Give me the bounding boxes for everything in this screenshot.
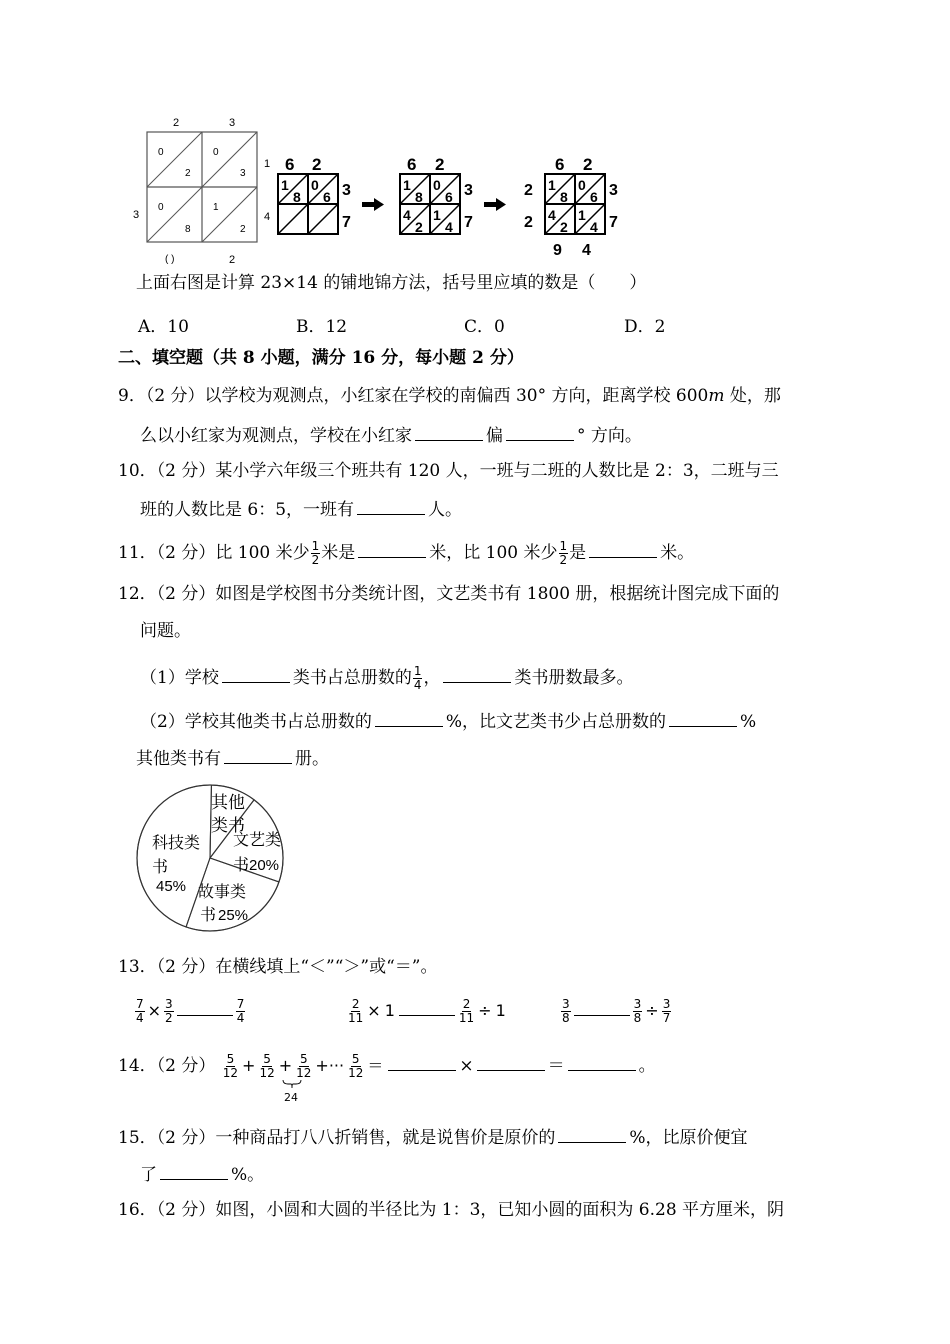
lattice-step-2 (400, 155, 473, 235)
lattice-left-digit: 3 (133, 209, 140, 221)
lattice-top-digit: 2 (173, 117, 180, 129)
svg-text:6: 6 (590, 189, 598, 205)
lattice-bottom-digit: 2 (229, 254, 236, 265)
q9-line2: 么以小红家为观测点，学校在小红家 偏 ° 方向。 (140, 422, 642, 448)
pie-label: 故事类 (198, 884, 247, 901)
svg-text:0: 0 (578, 177, 586, 193)
lattice-step-1 (278, 155, 351, 234)
q14-blank-3[interactable] (568, 1052, 636, 1071)
q12-blank-4[interactable] (669, 708, 737, 727)
lattice-sequence-figure (262, 150, 642, 262)
lattice-cell: 3 (240, 168, 246, 179)
q12-part2: （2）学校其他类书占总册数的 %，比文艺类书少占总册数的 % (140, 708, 756, 734)
pie-label: 25% (218, 907, 249, 924)
q13-blank-1[interactable] (177, 1003, 233, 1016)
svg-text:4: 4 (403, 207, 411, 223)
lattice-step-3 (524, 155, 618, 259)
q15-blank-1[interactable] (558, 1124, 626, 1143)
svg-text:4: 4 (548, 207, 556, 223)
q11-blank-1[interactable] (358, 539, 426, 558)
q14-term-count: 24 (284, 1091, 298, 1104)
book-category-pie-chart (132, 782, 292, 937)
q11-blank-2[interactable] (589, 539, 657, 558)
svg-text:0: 0 (433, 177, 441, 193)
svg-text:2: 2 (415, 219, 423, 235)
pie-label: 科技类 (152, 835, 201, 852)
lattice-cell: 2 (185, 168, 191, 179)
q8-option-b[interactable]: B．12 (296, 317, 348, 337)
q15-line2: 了 %。 (140, 1161, 264, 1187)
q13-blank-2[interactable] (399, 1003, 455, 1016)
svg-text:2: 2 (435, 155, 445, 174)
arrow-icon (484, 198, 506, 211)
svg-text:2: 2 (524, 182, 533, 199)
svg-text:7: 7 (342, 214, 351, 231)
pie-label: 20% (249, 857, 280, 874)
q13-blank-3[interactable] (574, 1003, 630, 1016)
q10-line2: 班的人数比是 6：5，一班有 人。 (140, 496, 462, 522)
q8-stem: 上面右图是计算 23×14 的铺地锦方法，括号里应填的数是（ ） (136, 273, 647, 293)
arrow-icon (362, 198, 384, 211)
svg-text:4: 4 (445, 219, 453, 235)
q12-line1: 12．（2 分）如图是学校图书分类统计图，文艺类书有 1800 册，根据统计图完成下面的 (118, 584, 780, 604)
q14-line: 14．（2 分） $\frac{5}{12}$ + $\frac{5}{12}$ + $\frac{5}{12}$ +··· $\frac{5}{12}$ ＝ × ＝ 。 (118, 1052, 656, 1080)
q12-part1: （1）学校 类书占总册数的 $\frac{1}{4}$ ， 类书册数最多。 (140, 664, 634, 692)
q15-blank-2[interactable] (160, 1161, 228, 1180)
lattice-bottom-paren: ( ) (165, 254, 175, 265)
svg-text:7: 7 (464, 214, 473, 231)
lattice-cell: 1 (213, 202, 219, 213)
svg-text:6: 6 (555, 155, 565, 174)
section-heading: 二、填空题（共 8 小题，满分 16 分，每小题 2 分） (118, 348, 524, 368)
q9-blank-angle[interactable] (506, 422, 574, 441)
svg-text:8: 8 (293, 189, 301, 205)
lattice-top-digit: 3 (229, 117, 236, 129)
q10-blank[interactable] (357, 496, 425, 515)
q12-blank-5[interactable] (224, 745, 292, 764)
q16-line1: 16．（2 分）如图，小圆和大圆的半径比为 1：3，已知小圆的面积为 6.28 平方厘米，阴 (118, 1200, 785, 1220)
svg-text:3: 3 (342, 182, 351, 199)
pie-label: 45% (156, 878, 187, 895)
svg-text:1: 1 (281, 177, 289, 193)
q15-line1: 15．（2 分）一种商品打八八折销售，就是说售价是原价的 %，比原价便宜 (118, 1124, 748, 1150)
q8-option-d[interactable]: D．2 (624, 317, 666, 337)
lattice-cell: 8 (185, 224, 191, 235)
q14-blank-2[interactable] (477, 1052, 545, 1071)
svg-text:2: 2 (560, 219, 568, 235)
svg-text:1: 1 (433, 207, 441, 223)
svg-text:6: 6 (285, 155, 295, 174)
lattice-left-digit: 4 (264, 211, 271, 223)
q11-line: 11．（2 分）比 100 米少 $\frac{1}{2}$ 米是 米，比 100 米少 $\frac{1}{2}$ 是 米。 (118, 539, 695, 567)
lattice-left-digit: 1 (264, 158, 271, 170)
q12-blank-2[interactable] (443, 664, 511, 683)
svg-text:6: 6 (323, 189, 331, 205)
q9-blank-direction[interactable] (415, 422, 483, 441)
svg-text:8: 8 (415, 189, 423, 205)
svg-text:2: 2 (312, 155, 322, 174)
q12-blank-3[interactable] (375, 708, 443, 727)
svg-text:2: 2 (524, 214, 533, 231)
q14-blank-1[interactable] (388, 1052, 456, 1071)
lattice-grid-figure (125, 110, 260, 265)
lattice-cell: 0 (213, 147, 219, 158)
svg-text:3: 3 (609, 182, 618, 199)
svg-text:3: 3 (464, 182, 473, 199)
pie-label: 书 (233, 857, 250, 874)
svg-text:1: 1 (548, 177, 556, 193)
q12-line2: 问题。 (140, 621, 191, 641)
q13-compare-2: $\frac{2}{11}$ × 1 $\frac{2}{11}$ ÷ 1 (348, 997, 506, 1025)
svg-text:1: 1 (403, 177, 411, 193)
svg-text:2: 2 (583, 155, 593, 174)
q13-compare-1: $\frac{7}{4}$ × $\frac{3}{2}$ $\frac{7}{4}$ (136, 997, 245, 1025)
svg-text:6: 6 (407, 155, 417, 174)
svg-text:6: 6 (445, 189, 453, 205)
q8-option-c[interactable]: C．0 (464, 317, 505, 337)
pie-label: 书 (200, 907, 217, 924)
lattice-cell: 0 (158, 202, 164, 213)
svg-text:0: 0 (311, 177, 319, 193)
q12-part3: 其他类书有 册。 (136, 745, 329, 771)
lattice-cell: 2 (240, 224, 246, 235)
q10-line1: 10．（2 分）某小学六年级三个班共有 120 人，一班与二班的人数比是 2：3，二班与三 (118, 461, 779, 481)
underbrace-icon (282, 1079, 302, 1089)
q9-line1: 9．（2 分）以学校为观测点，小红家在学校的南偏西 30° 方向，距离学校 600m 处，那 (118, 386, 781, 406)
lattice-cell: 0 (158, 147, 164, 158)
pie-label: 文艺类 (233, 832, 282, 849)
svg-text:7: 7 (609, 214, 618, 231)
svg-text:8: 8 (560, 189, 568, 205)
svg-text:1: 1 (578, 207, 586, 223)
pie-label: 书 (152, 859, 169, 876)
q13-stem: 13．（2 分）在横线填上“＜”“＞”或“＝”。 (118, 957, 438, 977)
q13-compare-3: $\frac{3}{8}$ $\frac{3}{8}$ ÷ $\frac{3}{7}$ (562, 997, 671, 1025)
q12-blank-1[interactable] (222, 664, 290, 683)
svg-text:4: 4 (582, 242, 591, 259)
pie-label: 其他 (211, 793, 245, 812)
q8-option-a[interactable]: A．10 (138, 317, 189, 337)
svg-text:4: 4 (590, 219, 598, 235)
svg-text:9: 9 (553, 242, 562, 259)
pie-label: 类书 (211, 816, 245, 835)
